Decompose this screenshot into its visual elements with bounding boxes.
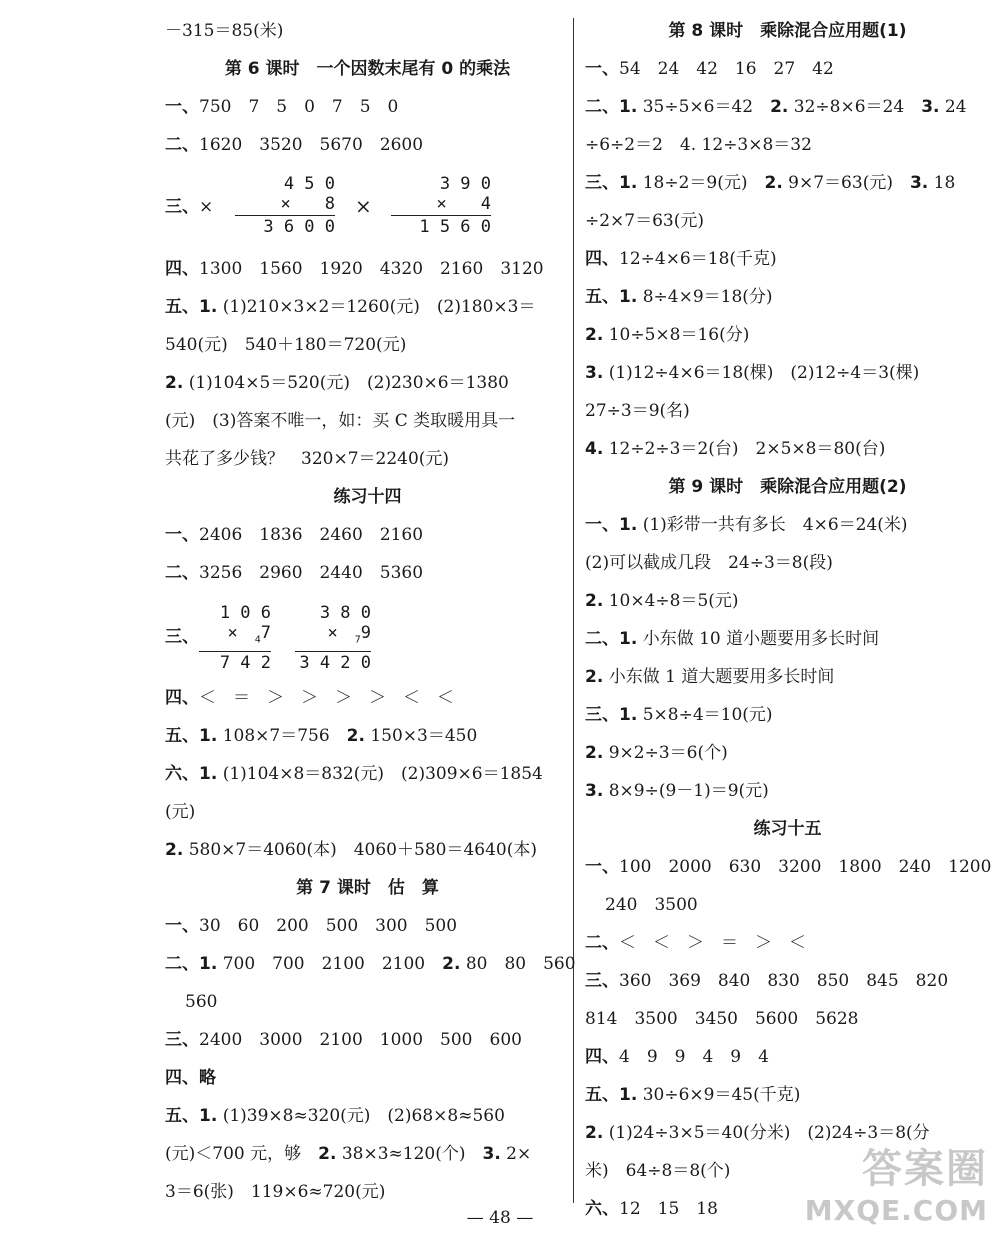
section-heading-lesson-7: 第 7 课时 估 算 — [296, 878, 439, 898]
answer-line: 四、4 9 9 4 9 4 — [585, 1047, 769, 1067]
answer-line: 二、＜ ＜ ＞ ＝ ＞ ＜ — [585, 933, 806, 953]
answer-line: 五、1. (1)210×3×2＝1260(元) (2)180×3＝ — [165, 297, 536, 317]
answer-line: 三、360 369 840 830 850 845 820 — [585, 971, 949, 991]
answer-line: 27÷3＝9(名) — [585, 401, 690, 421]
answer-line: 2. 10×4÷8＝5(元) — [585, 591, 739, 611]
answer-line: 3＝6(张) 119×6≈720(元) — [165, 1182, 386, 1202]
answer-line: (元) (3)答案不唯一，如：买 C 类取暖用具一 — [165, 411, 516, 431]
vertical-calculation: 3 9 0 × 4 1 5 6 0 — [391, 174, 491, 237]
answer-line: 4. 12÷2÷3＝2(台) 2×5×8＝80(台) — [585, 439, 886, 459]
answer-line: 2. 9×2÷3＝6(个) — [585, 743, 728, 763]
answer-line: 四、＜ ＝ ＞ ＞ ＞ ＞ ＜ ＜ — [165, 688, 454, 708]
section-heading-lesson-8: 第 8 课时 乘除混合应用题(1) — [668, 21, 907, 41]
site-watermark: 答案圈 MXQE.COM — [804, 1146, 988, 1227]
answer-line: 3. 8×9÷(9－1)＝9(元) — [585, 781, 769, 801]
answer-line: 一、2406 1836 2460 2160 — [165, 525, 424, 545]
wrong-mark: × — [355, 194, 372, 218]
section-heading-practice-15: 练习十五 — [753, 819, 822, 839]
answer-line: 五、1. 108×7＝756 2. 150×3＝450 — [165, 726, 478, 746]
answer-line: 三、× — [165, 197, 214, 217]
answer-line: 米) 64÷8＝8(个) — [585, 1161, 731, 1181]
answer-line: 一、1. (1)彩带一共有多长 4×6＝24(米) — [585, 515, 908, 535]
answer-line: 2. (1)104×5＝520(元) (2)230×6＝1380 — [165, 373, 509, 393]
answer-line: 二、1. 35÷5×6＝42 2. 32÷8×6＝24 3. 24 — [585, 97, 967, 117]
answer-line: 五、1. 30÷6×9＝45(千克) — [585, 1085, 801, 1105]
answer-line: (2)可以截成几段 24÷3＝8(段) — [585, 553, 833, 573]
answer-line: 五、1. 8÷4×9＝18(分) — [585, 287, 773, 307]
answer-line: 二、1. 小东做 10 道小题要用多长时间 — [585, 629, 880, 649]
answer-line: 240 3500 — [605, 895, 698, 915]
answer-line: 一、54 24 42 16 27 42 — [585, 59, 834, 79]
answer-line: (元) — [165, 802, 196, 822]
answer-line: 六、12 15 18 — [585, 1199, 718, 1219]
answer-line: 四、12÷4×6＝18(千克) — [585, 249, 777, 269]
answer-line: 814 3500 3450 5600 5628 — [585, 1009, 859, 1029]
answer-line: 四、略 — [165, 1068, 216, 1088]
answer-line: 五、1. (1)39×8≈320(元) (2)68×8≈560 — [165, 1106, 505, 1126]
answer-line: 共花了多少钱？ 320×7＝2240(元) — [165, 449, 450, 469]
answer-line: 三、 — [165, 627, 199, 647]
answer-line: 一、30 60 200 500 300 500 — [165, 916, 458, 936]
answer-line: 一、100 2000 630 3200 1800 240 1200 — [585, 857, 992, 877]
answer-line: 三、2400 3000 2100 1000 500 600 — [165, 1030, 522, 1050]
answer-line: 2. 小东做 1 道大题要用多长时间 — [585, 667, 835, 687]
wrong-mark: × — [199, 197, 214, 217]
section-heading-practice-14: 练习十四 — [333, 487, 402, 507]
vertical-calculation: 4 5 0 × 8 3 6 0 0 — [235, 174, 335, 237]
answer-line: 2. 10÷5×8＝16(分) — [585, 325, 750, 345]
answer-line: 540(元) 540＋180＝720(元) — [165, 335, 407, 355]
page-number: — 48 — — [466, 1208, 534, 1228]
answer-line: ÷6÷2＝2 4. 12÷3×8＝32 — [585, 135, 812, 155]
answer-line: 四、1300 1560 1920 4320 2160 3120 — [165, 259, 544, 279]
answer-line: 二、3256 2960 2440 5360 — [165, 563, 424, 583]
answer-line: －315＝85(米) — [165, 21, 284, 41]
vertical-calculation: 3 8 0 × $_7$9 3 4 2 0 — [295, 603, 371, 673]
answer-line: 3. (1)12÷4×6＝18(棵) (2)12÷4＝3(棵) — [585, 363, 920, 383]
answer-line: 2. 580×7＝4060(本) 4060＋580＝4640(本) — [165, 840, 537, 860]
answer-line: 560 — [185, 992, 218, 1012]
column-divider — [573, 18, 574, 1203]
answer-line: 六、1. (1)104×8＝832(元) (2)309×6＝1854 — [165, 764, 543, 784]
answer-line: (元)＜700 元，够 2. 38×3≈120(个) 3. 2× — [165, 1144, 532, 1164]
answer-line: 二、1620 3520 5670 2600 — [165, 135, 424, 155]
section-heading-lesson-6: 第 6 课时 一个因数末尾有 0 的乘法 — [224, 59, 511, 79]
answer-line: 一、750 7 5 0 7 5 0 — [165, 97, 399, 117]
answer-line: 二、1. 700 700 2100 2100 2. 80 80 560 — [165, 954, 576, 974]
answer-line: 2. (1)24÷3×5＝40(分米) (2)24÷3＝8(分 — [585, 1123, 930, 1143]
section-heading-lesson-9: 第 9 课时 乘除混合应用题(2) — [668, 477, 907, 497]
answer-line: 三、1. 18÷2＝9(元) 2. 9×7＝63(元) 3. 18 — [585, 173, 956, 193]
answer-line: ÷2×7＝63(元) — [585, 211, 705, 231]
answer-line: 三、1. 5×8÷4＝10(元) — [585, 705, 773, 725]
vertical-calculation: 1 0 6 × $_4$7 7 4 2 — [199, 603, 271, 673]
